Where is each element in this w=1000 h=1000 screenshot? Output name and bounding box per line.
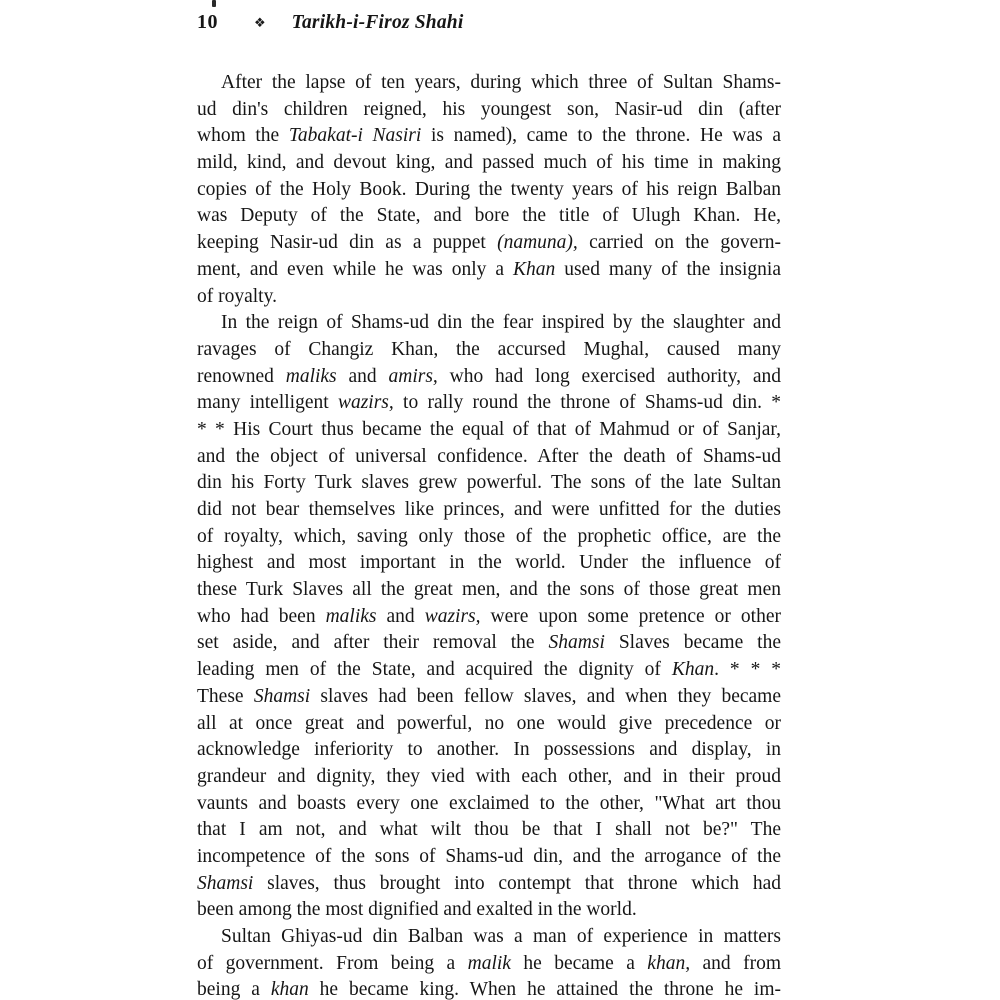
italic-text-segment: wazirs,: [337, 392, 394, 414]
text-line: [197, 791, 781, 818]
text-line: [197, 764, 781, 791]
italic-text-segment: khan,: [647, 952, 691, 974]
running-header: [197, 11, 781, 34]
text-line: [197, 444, 781, 471]
text-line-content: [197, 366, 781, 387]
text-line: [197, 97, 781, 124]
text-segment: and: [376, 605, 425, 627]
text-segment: Sultan Ghiyas-ud din Balban was a man of experience in matters: [221, 926, 781, 947]
text-line: [197, 924, 781, 951]
text-line-content: [197, 632, 781, 653]
text-line-content: [197, 579, 781, 600]
text-segment: been among the most dignified and exalted in the world.: [197, 899, 637, 921]
text-segment: grandeur and dignity, they vied with each other, and in their proud: [197, 765, 781, 787]
text-line: [197, 711, 781, 738]
paragraph: [197, 924, 781, 1000]
italic-text-segment: Khan: [512, 258, 556, 280]
text-line-content: [197, 392, 781, 413]
text-line-content: [197, 766, 781, 787]
italic-text-segment: Shamsi: [253, 685, 311, 707]
text-line: [197, 230, 781, 257]
text-segment: did not bear themselves like princes, and were unfitted for the duties: [197, 499, 781, 520]
text-line-content: [197, 339, 781, 360]
italic-text-segment: maliks: [325, 605, 377, 627]
text-line-content: [197, 419, 781, 440]
text-segment: ment, and even while he was only a: [197, 258, 513, 280]
text-segment: whom the: [197, 125, 289, 147]
text-segment: vaunts and boasts every one exclaimed to the other, "What art thou: [197, 792, 781, 814]
text-line: [197, 337, 781, 364]
text-line-content: [197, 899, 637, 920]
text-line: [197, 977, 781, 1000]
text-segment: These: [197, 685, 254, 707]
text-line: [197, 177, 781, 204]
text-line-content: [197, 953, 781, 974]
text-segment: incompetence of the sons of Shams-ud din, and the arrogance of the: [197, 845, 781, 867]
text-segment: mild, kind, and devout king, and passed much of his time in making: [197, 152, 781, 174]
text-segment: din his Forty Turk slaves grew powerful. The sons of the late Sultan: [197, 472, 781, 494]
text-segment: of royalty, which, saving only those of the prophetic office, are the: [197, 525, 781, 547]
italic-text-segment: Khan: [671, 659, 715, 681]
text-segment: used many of the insignia: [555, 258, 781, 280]
text-segment: slaves, thus brought into contempt that throne which had: [253, 872, 781, 894]
text-line: [197, 951, 781, 978]
italic-text-segment: wazirs,: [424, 605, 481, 627]
text-segment: set aside, and after their removal the: [197, 632, 549, 654]
paragraph: [197, 70, 781, 310]
text-segment: to rally round the throne of Shams-ud din. *: [393, 392, 782, 414]
text-line: [197, 284, 781, 311]
text-segment: of government. From being a: [197, 952, 468, 974]
text-line-content: [197, 819, 781, 840]
text-line-content: [221, 72, 781, 93]
text-line: [197, 604, 781, 631]
text-line-content: [197, 286, 277, 307]
text-segment: In the reign of Shams-ud din the fear inspired by the slaughter and: [221, 312, 781, 334]
page-body-text: [197, 70, 781, 1000]
text-line-content: [221, 312, 781, 333]
text-line-content: [197, 739, 781, 760]
text-line-content: [197, 125, 781, 146]
text-segment: acknowledge inferiority to another. In possessions and display, in: [197, 739, 781, 761]
text-line-content: [221, 926, 781, 947]
text-segment: copies of the Holy Book. During the twenty years of his reign Balban: [197, 178, 781, 200]
text-line-content: [197, 713, 781, 734]
scan-artifact-mark: [212, 0, 216, 7]
text-segment: who had been: [197, 605, 326, 627]
text-line-content: [197, 606, 781, 627]
text-segment: of royalty.: [197, 285, 277, 307]
text-line: [197, 684, 781, 711]
text-line-content: [197, 152, 781, 173]
text-line-content: [197, 205, 781, 226]
italic-text-segment: maliks: [285, 365, 337, 387]
text-segment: leading men of the State, and acquired the dignity of: [197, 659, 672, 681]
text-line-content: [197, 686, 781, 707]
text-line-content: [197, 499, 781, 520]
text-segment: these Turk Slaves all the great men, and the sons of those great men: [197, 579, 781, 601]
text-segment: renowned: [197, 365, 286, 387]
text-line: [197, 364, 781, 391]
text-segment: who had long exercised authority, and: [437, 365, 781, 387]
text-line: [197, 630, 781, 657]
text-line: [197, 470, 781, 497]
text-segment: ud din's children reigned, his youngest son, Nasir-ud din (after: [197, 98, 781, 120]
text-line: [197, 817, 781, 844]
text-segment: and from: [690, 952, 781, 974]
text-line-content: [197, 552, 781, 573]
italic-text-segment: Tabakat-i Nasiri: [288, 125, 422, 147]
italic-text-segment: Shamsi: [548, 632, 605, 654]
text-line-content: [197, 259, 781, 280]
text-segment: and: [336, 365, 389, 387]
text-segment: he became a: [510, 952, 648, 974]
text-segment: many intelligent: [197, 392, 338, 414]
text-line: [197, 123, 781, 150]
paragraph: [197, 310, 781, 924]
text-segment: being a: [197, 979, 271, 1000]
text-line-content: [197, 179, 781, 200]
italic-text-segment: (namuna),: [497, 232, 578, 254]
text-segment: Slaves became the: [604, 632, 781, 654]
diamond-ornament-icon: ❖: [254, 16, 266, 31]
text-segment: is named), came to the throne. He was a: [421, 125, 781, 147]
text-line: [197, 657, 781, 684]
text-segment: was Deputy of the State, and bore the title of Ulugh Khan. He,: [197, 205, 781, 227]
italic-text-segment: Shamsi: [197, 872, 254, 894]
text-segment: slaves had been fellow slaves, and when they became: [310, 685, 781, 707]
text-segment: he became king. When he attained the throne he im-: [308, 979, 781, 1000]
text-line: [197, 550, 781, 577]
text-segment: . * * *: [714, 659, 781, 681]
text-line-content: [197, 873, 781, 894]
text-line: [197, 737, 781, 764]
italic-text-segment: khan: [270, 979, 309, 1000]
text-segment: * * His Court thus became the equal of that of Mahmud or of Sanjar,: [197, 418, 781, 440]
text-segment: highest and most important in the world. Under the influence of: [197, 552, 781, 574]
text-line-content: [197, 793, 781, 814]
text-line-content: [197, 659, 781, 680]
italic-text-segment: amirs,: [388, 365, 438, 387]
text-line-content: [197, 979, 781, 1000]
text-segment: were upon some pretence or other: [480, 605, 781, 627]
text-line-content: [197, 99, 781, 120]
text-segment: and the object of universal confidence. After the death of Shams-ud: [197, 445, 781, 467]
text-segment: all at once great and powerful, no one would give precedence or: [197, 712, 781, 734]
text-line-content: [197, 446, 781, 467]
text-segment: carried on the govern-: [577, 232, 781, 254]
text-line-content: [197, 232, 781, 253]
text-line: [197, 310, 781, 337]
text-line: [197, 203, 781, 230]
text-line-content: [197, 526, 781, 547]
text-line: [197, 871, 781, 898]
text-line-content: [197, 472, 781, 493]
text-segment: After the lapse of ten years, during which three of Sultan Shams-: [221, 72, 781, 93]
text-segment: that I am not, and what wilt thou be that I shall not be?" The: [197, 819, 781, 841]
text-line: [197, 524, 781, 551]
text-segment: keeping Nasir-ud din as a puppet: [197, 232, 498, 254]
text-line: [197, 844, 781, 871]
text-segment: ravages of Changiz Khan, the accursed Mughal, caused many: [197, 338, 781, 360]
page-number: 10: [197, 11, 218, 33]
text-line-content: [197, 846, 781, 867]
text-line: [197, 70, 781, 97]
text-line: [197, 497, 781, 524]
text-line: [197, 577, 781, 604]
text-line: [197, 390, 781, 417]
text-line: [197, 417, 781, 444]
text-line: [197, 150, 781, 177]
text-line: [197, 257, 781, 284]
text-line: [197, 897, 781, 924]
italic-text-segment: malik: [467, 952, 511, 974]
book-title: Tarikh-i-Firoz Shahi: [291, 12, 464, 33]
